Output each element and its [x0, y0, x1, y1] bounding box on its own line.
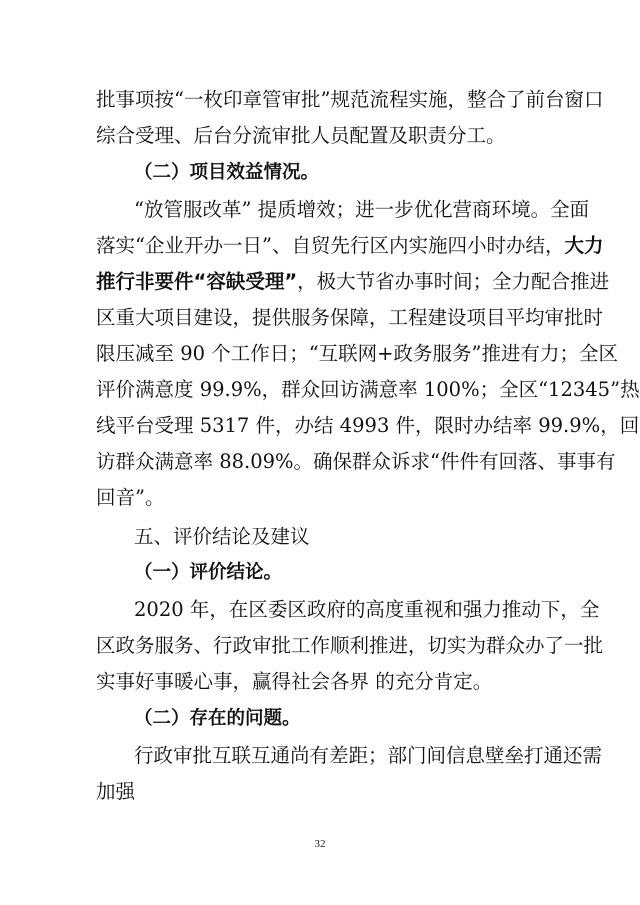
- text-line: 限压减至 90 个工作日；“互联网+政务服务”推进有力；全区: [96, 342, 618, 365]
- text-line: “放管服改革” 提质增效；进一步优化营商环境。全面: [134, 198, 590, 221]
- page-number: 32: [314, 838, 326, 850]
- text-line: 综合受理、后台分流审批人员配置及职责分工。: [96, 124, 506, 147]
- text-line: 线平台受理 5317 件，办结 4993 件，限时办结率 99.9%，回: [96, 414, 640, 437]
- text-line: 实事好事暖心事，赢得社会各界 的充分肯定。: [96, 670, 493, 693]
- text-line: 批事项按“一枚印章管审批”规范流程实施，整合了前台窗口: [96, 88, 604, 111]
- text-line: 2020 年，在区委区政府的高度重视和强力推动下，全: [134, 598, 600, 621]
- bold-text: 大力: [564, 234, 604, 257]
- section-heading-benefit: （二）项目效益情况。: [134, 162, 320, 183]
- text-line: 访群众满意率 88.09%。确保群众诉求“件件有回落、事事有: [96, 450, 616, 473]
- text-line: 行政审批互联互通尚有差距；部门间信息壁垒打通还需: [134, 744, 603, 767]
- section-heading-issues: （二）存在的问题。: [134, 708, 301, 729]
- text-span: ，极大节省办事时间；全力配合推进: [297, 270, 610, 293]
- text-line: 回音”。: [96, 486, 165, 509]
- text-line: 区重大项目建设，提供服务保障，工程建设项目平均审批时: [96, 306, 604, 329]
- text-span: 落实“企业开办一日”、自贸先行区内实施四小时办结，: [96, 234, 565, 257]
- text-line: 加强: [96, 780, 136, 803]
- text-line: 评价满意度 99.9%，群众回访满意率 100%；全区“12345”热: [96, 378, 640, 401]
- section-heading-five: 五、评价结论及建议: [134, 525, 310, 548]
- section-heading-conclusion: （一）评价结论。: [134, 562, 283, 583]
- text-line: 区政务服务、行政审批工作顺利推进，切实为群众办了一批: [96, 634, 604, 657]
- text-line: [96, 264, 610, 300]
- text-line: [96, 228, 604, 264]
- bold-text: 推行非要件“容缺受理”: [96, 270, 298, 293]
